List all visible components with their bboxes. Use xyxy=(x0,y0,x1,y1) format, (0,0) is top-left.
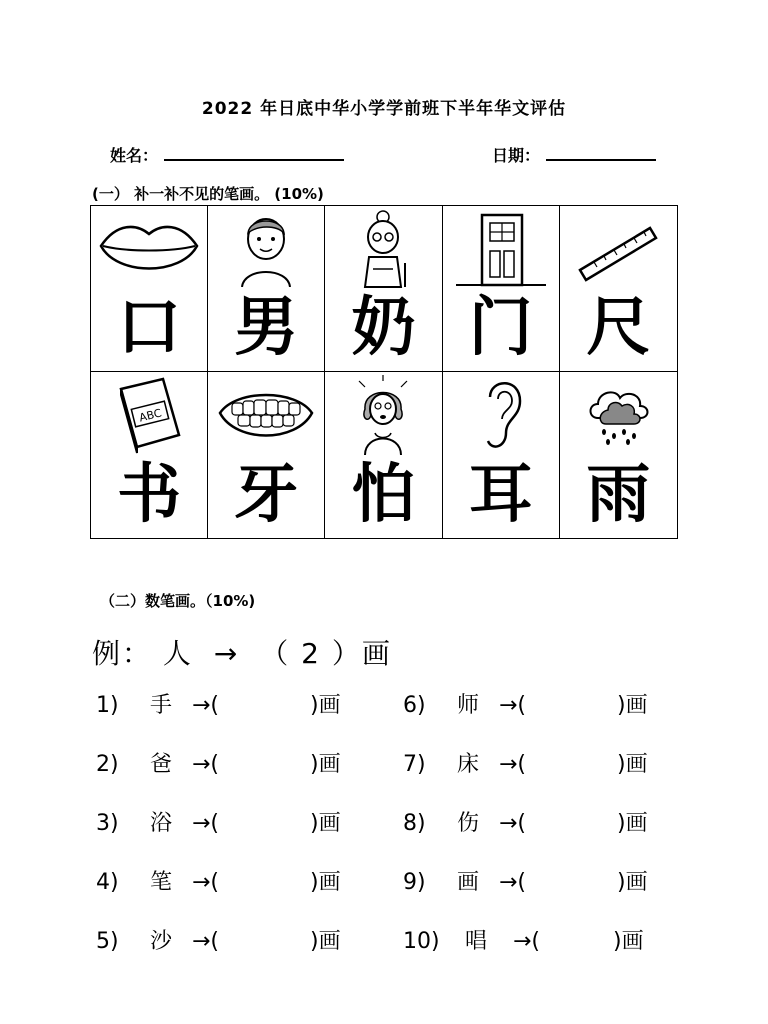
grandma-icon xyxy=(325,208,441,290)
stroke-count-item[interactable] xyxy=(403,750,673,780)
item-number: 9) xyxy=(403,870,426,895)
grid-cell[interactable] xyxy=(443,372,560,538)
hanzi-char: 牙 xyxy=(234,457,299,532)
suffix-hua: )画 xyxy=(617,693,648,718)
arrow-paren: →( xyxy=(499,811,527,836)
item-number: 10) xyxy=(403,929,440,954)
stroke-count-item[interactable] xyxy=(96,691,366,721)
grid-cell[interactable] xyxy=(208,372,325,538)
grid-cell[interactable] xyxy=(325,372,442,538)
answer-blank[interactable] xyxy=(543,809,603,839)
suffix-hua: )画 xyxy=(613,929,644,954)
item-char: 伤 xyxy=(457,811,480,836)
item-char: 笔 xyxy=(150,870,173,895)
answer-blank[interactable] xyxy=(236,809,296,839)
hanzi-char: 口 xyxy=(117,290,182,365)
grid-cell[interactable] xyxy=(208,206,325,372)
answer-blank[interactable] xyxy=(236,927,296,957)
stroke-count-item[interactable] xyxy=(403,809,673,839)
page-title: 2022 年日底中华小学学前班下半年华文评估 xyxy=(201,99,567,119)
book-cover-text: ABC xyxy=(137,406,163,425)
example-label: 例： xyxy=(92,637,153,670)
example-close: ）画 xyxy=(331,637,392,670)
answer-blank[interactable] xyxy=(236,868,296,898)
example-open-paren: （ xyxy=(260,637,291,670)
grid-cell[interactable] xyxy=(560,372,677,538)
arrow-icon: → xyxy=(213,637,240,670)
grid-cell[interactable] xyxy=(560,206,677,372)
arrow-paren: →( xyxy=(192,870,220,895)
stroke-count-item[interactable] xyxy=(403,868,673,898)
hanzi-char: 书 xyxy=(117,457,182,532)
section-2-heading: （二）数笔画。（10%) xyxy=(100,592,256,610)
hanzi-char: 尺 xyxy=(586,290,651,365)
item-number: 5) xyxy=(96,929,119,954)
grid-cell[interactable] xyxy=(91,206,208,372)
answer-blank[interactable] xyxy=(236,691,296,721)
item-char: 师 xyxy=(457,693,480,718)
answer-blank[interactable] xyxy=(543,868,603,898)
example-char: 人 xyxy=(162,637,193,670)
item-char: 床 xyxy=(457,752,480,777)
date-field[interactable] xyxy=(492,143,656,166)
grid-cell[interactable] xyxy=(443,206,560,372)
ruler-icon xyxy=(560,208,677,290)
item-number: 1) xyxy=(96,693,119,718)
name-blank-line[interactable] xyxy=(164,143,344,161)
boy-icon xyxy=(208,208,324,290)
suffix-hua: )画 xyxy=(310,811,341,836)
arrow-paren: →( xyxy=(513,929,541,954)
answer-blank[interactable] xyxy=(543,750,603,780)
hanzi-char: 雨 xyxy=(586,457,651,532)
scared-person-icon xyxy=(325,374,441,456)
hanzi-char: 怕 xyxy=(351,457,416,532)
example-answer: 2 xyxy=(301,637,321,670)
stroke-count-item[interactable] xyxy=(96,750,366,780)
stroke-count-item[interactable] xyxy=(96,809,366,839)
suffix-hua: )画 xyxy=(617,811,648,836)
arrow-paren: →( xyxy=(499,693,527,718)
book-icon xyxy=(91,374,207,456)
suffix-hua: )画 xyxy=(310,870,341,895)
stroke-count-item[interactable] xyxy=(403,927,673,957)
stroke-count-item[interactable] xyxy=(403,691,673,721)
example-line xyxy=(92,632,392,672)
item-number: 6) xyxy=(403,693,426,718)
suffix-hua: )画 xyxy=(310,693,341,718)
stroke-count-item[interactable] xyxy=(96,868,366,898)
item-char: 沙 xyxy=(150,929,173,954)
rain-cloud-icon xyxy=(560,374,677,456)
item-number: 7) xyxy=(403,752,426,777)
answer-blank[interactable] xyxy=(236,750,296,780)
arrow-paren: →( xyxy=(192,693,220,718)
item-char: 浴 xyxy=(150,811,173,836)
item-char: 手 xyxy=(150,693,173,718)
hanzi-char: 奶 xyxy=(351,290,416,365)
arrow-paren: →( xyxy=(192,929,220,954)
grid-cell[interactable] xyxy=(91,372,208,538)
teeth-icon xyxy=(208,374,324,456)
character-picture-grid xyxy=(90,205,678,539)
ear-icon xyxy=(443,374,559,456)
hanzi-char: 门 xyxy=(468,290,533,365)
suffix-hua: )画 xyxy=(617,752,648,777)
arrow-paren: →( xyxy=(499,752,527,777)
stroke-count-item[interactable] xyxy=(96,927,366,957)
section-1-heading: (一） 补一补不见的笔画。 (10%) xyxy=(92,185,324,203)
door-icon xyxy=(443,208,559,290)
item-char: 爸 xyxy=(150,752,173,777)
suffix-hua: )画 xyxy=(310,752,341,777)
item-number: 3) xyxy=(96,811,119,836)
grid-cell[interactable] xyxy=(325,206,442,372)
item-char: 唱 xyxy=(465,929,488,954)
arrow-paren: →( xyxy=(499,870,527,895)
hanzi-char: 耳 xyxy=(468,457,533,532)
arrow-paren: →( xyxy=(192,752,220,777)
arrow-paren: →( xyxy=(192,811,220,836)
date-blank-line[interactable] xyxy=(546,143,656,161)
suffix-hua: )画 xyxy=(310,929,341,954)
answer-blank[interactable] xyxy=(543,927,603,957)
hanzi-char: 男 xyxy=(234,290,299,365)
suffix-hua: )画 xyxy=(617,870,648,895)
date-label: 日期： xyxy=(492,146,541,165)
answer-blank[interactable] xyxy=(543,691,603,721)
name-label: 姓名： xyxy=(110,146,159,165)
item-number: 4) xyxy=(96,870,119,895)
item-number: 2) xyxy=(96,752,119,777)
item-number: 8) xyxy=(403,811,426,836)
name-field[interactable] xyxy=(110,143,344,166)
lips-icon xyxy=(91,208,207,290)
item-char: 画 xyxy=(457,870,480,895)
